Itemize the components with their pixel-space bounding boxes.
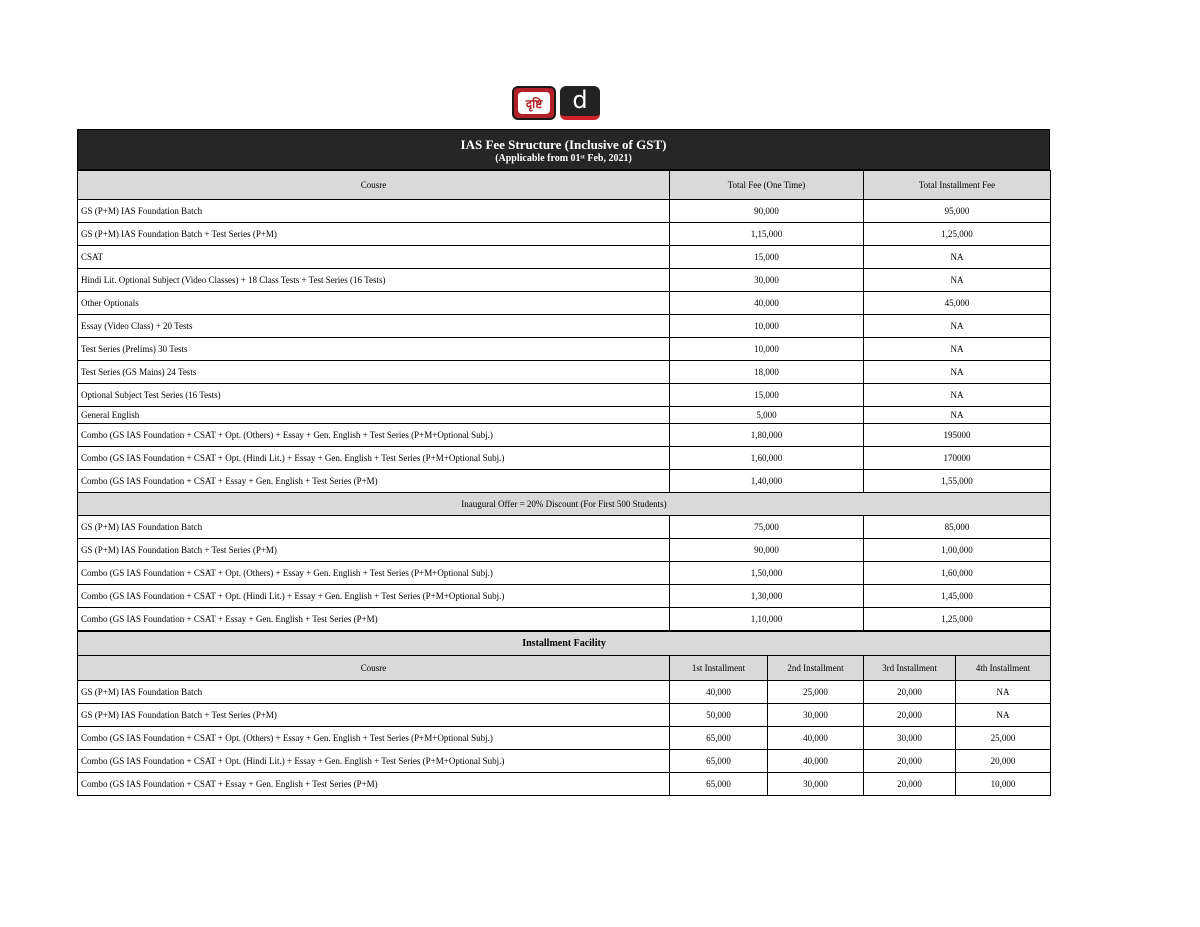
value-cell: 1,30,000: [670, 585, 864, 608]
page-title: IAS Fee Structure (Inclusive of GST): [460, 137, 667, 152]
value-cell: 20,000: [864, 750, 956, 773]
value-cell: 65,000: [670, 773, 768, 796]
course-cell: GS (P+M) IAS Foundation Batch: [78, 516, 670, 539]
course-cell: General English: [78, 407, 670, 424]
value-cell: 1,10,000: [670, 608, 864, 631]
value-cell: 30,000: [864, 727, 956, 750]
course-cell: GS (P+M) IAS Foundation Batch + Test Series (P+M): [78, 223, 670, 246]
inst-header-2nd: 2nd Installment: [768, 656, 864, 681]
value-cell: 15,000: [670, 246, 864, 269]
installment-band: Installment Facility: [78, 632, 1051, 656]
table-row: [78, 223, 1051, 246]
value-cell: 45,000: [864, 292, 1051, 315]
value-cell: 10,000: [956, 773, 1051, 796]
value-cell: 90,000: [670, 539, 864, 562]
table-row: [78, 585, 1051, 608]
d-logo: [560, 86, 600, 120]
value-cell: NA: [864, 315, 1051, 338]
course-cell: Combo (GS IAS Foundation + CSAT + Opt. (Others) + Essay + Gen. English + Test Series (P+M+Optional Subj.): [78, 562, 670, 585]
page-subtitle: (Applicable from 01ˢᵗ Feb, 2021): [495, 153, 632, 164]
value-cell: 25,000: [768, 681, 864, 704]
value-cell: 85,000: [864, 516, 1051, 539]
fee-sheet: [77, 129, 1050, 796]
value-cell: 1,25,000: [864, 608, 1051, 631]
course-cell: GS (P+M) IAS Foundation Batch: [78, 200, 670, 223]
header-course: Cousre: [78, 171, 670, 200]
value-cell: 1,80,000: [670, 424, 864, 447]
table-row: [78, 727, 1051, 750]
value-cell: 1,60,000: [670, 447, 864, 470]
value-cell: 1,55,000: [864, 470, 1051, 493]
table-row: [78, 470, 1051, 493]
table-row: [78, 681, 1051, 704]
value-cell: 1,00,000: [864, 539, 1051, 562]
table-row: [78, 407, 1051, 424]
value-cell: 75,000: [670, 516, 864, 539]
value-cell: 40,000: [670, 681, 768, 704]
brand-logos: [512, 86, 602, 122]
installment-band-row: [78, 632, 1051, 656]
installment-header-row: [78, 656, 1051, 681]
value-cell: 10,000: [670, 315, 864, 338]
drishti-logo-text: दृष्टि: [525, 96, 543, 111]
value-cell: 40,000: [768, 727, 864, 750]
value-cell: 90,000: [670, 200, 864, 223]
table-row: [78, 384, 1051, 407]
course-cell: Combo (GS IAS Foundation + CSAT + Essay + Gen. English + Test Series (P+M): [78, 773, 670, 796]
value-cell: 20,000: [864, 773, 956, 796]
installment-table: [77, 631, 1051, 796]
table-row: [78, 773, 1051, 796]
value-cell: 1,50,000: [670, 562, 864, 585]
value-cell: 65,000: [670, 750, 768, 773]
value-cell: 195000: [864, 424, 1051, 447]
course-cell: CSAT: [78, 246, 670, 269]
value-cell: 40,000: [670, 292, 864, 315]
course-cell: Test Series (Prelims) 30 Tests: [78, 338, 670, 361]
table-row: [78, 200, 1051, 223]
offer-band: Inaugural Offer = 20% Discount (For First 500 Students): [78, 493, 1051, 516]
table-row: [78, 539, 1051, 562]
drishti-logo: [512, 86, 556, 120]
value-cell: 1,15,000: [670, 223, 864, 246]
table-row: [78, 704, 1051, 727]
value-cell: 1,45,000: [864, 585, 1051, 608]
d-logo-text: d: [572, 86, 588, 114]
course-cell: GS (P+M) IAS Foundation Batch + Test Series (P+M): [78, 704, 670, 727]
value-cell: NA: [864, 384, 1051, 407]
course-cell: GS (P+M) IAS Foundation Batch + Test Series (P+M): [78, 539, 670, 562]
value-cell: NA: [864, 246, 1051, 269]
value-cell: 20,000: [864, 681, 956, 704]
course-cell: Combo (GS IAS Foundation + CSAT + Essay + Gen. English + Test Series (P+M): [78, 470, 670, 493]
value-cell: NA: [864, 338, 1051, 361]
course-cell: Hindi Lit. Optional Subject (Video Classes) + 18 Class Tests + Test Series (16 Tests): [78, 269, 670, 292]
value-cell: 1,40,000: [670, 470, 864, 493]
value-cell: 30,000: [670, 269, 864, 292]
course-cell: Combo (GS IAS Foundation + CSAT + Essay + Gen. English + Test Series (P+M): [78, 608, 670, 631]
table-row: [78, 292, 1051, 315]
course-cell: Combo (GS IAS Foundation + CSAT + Opt. (Hindi Lit.) + Essay + Gen. English + Test Series (P+M+Optional Subj.): [78, 750, 670, 773]
table-row: [78, 562, 1051, 585]
value-cell: 50,000: [670, 704, 768, 727]
value-cell: 1,60,000: [864, 562, 1051, 585]
value-cell: 20,000: [864, 704, 956, 727]
value-cell: 30,000: [768, 704, 864, 727]
inst-header-3rd: 3rd Installment: [864, 656, 956, 681]
table-row: [78, 269, 1051, 292]
course-cell: Combo (GS IAS Foundation + CSAT + Opt. (Hindi Lit.) + Essay + Gen. English + Test Series (P+M+Optional Subj.): [78, 447, 670, 470]
value-cell: NA: [956, 704, 1051, 727]
value-cell: 1,25,000: [864, 223, 1051, 246]
inst-header-1st: 1st Installment: [670, 656, 768, 681]
course-cell: Other Optionals: [78, 292, 670, 315]
value-cell: 18,000: [670, 361, 864, 384]
table-row: [78, 447, 1051, 470]
inst-header-4th: 4th Installment: [956, 656, 1051, 681]
value-cell: 15,000: [670, 384, 864, 407]
title-banner: [77, 129, 1050, 170]
value-cell: 20,000: [956, 750, 1051, 773]
offer-band-row: [78, 493, 1051, 516]
value-cell: 170000: [864, 447, 1051, 470]
inst-header-course: Cousre: [78, 656, 670, 681]
table-row: [78, 516, 1051, 539]
table-row: [78, 315, 1051, 338]
value-cell: NA: [864, 269, 1051, 292]
value-cell: NA: [864, 407, 1051, 424]
course-cell: Optional Subject Test Series (16 Tests): [78, 384, 670, 407]
course-cell: GS (P+M) IAS Foundation Batch: [78, 681, 670, 704]
course-cell: Combo (GS IAS Foundation + CSAT + Opt. (Hindi Lit.) + Essay + Gen. English + Test Series (P+M+Optional Subj.): [78, 585, 670, 608]
course-cell: Combo (GS IAS Foundation + CSAT + Opt. (Others) + Essay + Gen. English + Test Series (P+M+Optional Subj.): [78, 727, 670, 750]
table-row: [78, 424, 1051, 447]
value-cell: 10,000: [670, 338, 864, 361]
table-row: [78, 246, 1051, 269]
course-cell: Combo (GS IAS Foundation + CSAT + Opt. (Others) + Essay + Gen. English + Test Series (P+M+Optional Subj.): [78, 424, 670, 447]
value-cell: NA: [864, 361, 1051, 384]
header-installment-fee: Total Installment Fee: [864, 171, 1051, 200]
header-total-fee: Total Fee (One Time): [670, 171, 864, 200]
table-row: [78, 338, 1051, 361]
course-cell: Test Series (GS Mains) 24 Tests: [78, 361, 670, 384]
fee-table: [77, 170, 1051, 631]
course-cell: Essay (Video Class) + 20 Tests: [78, 315, 670, 338]
value-cell: 5,000: [670, 407, 864, 424]
table-row: [78, 361, 1051, 384]
table-row: [78, 608, 1051, 631]
value-cell: 25,000: [956, 727, 1051, 750]
value-cell: 40,000: [768, 750, 864, 773]
value-cell: NA: [956, 681, 1051, 704]
table-row: [78, 750, 1051, 773]
fee-header-row: [78, 171, 1051, 200]
value-cell: 65,000: [670, 727, 768, 750]
value-cell: 30,000: [768, 773, 864, 796]
value-cell: 95,000: [864, 200, 1051, 223]
